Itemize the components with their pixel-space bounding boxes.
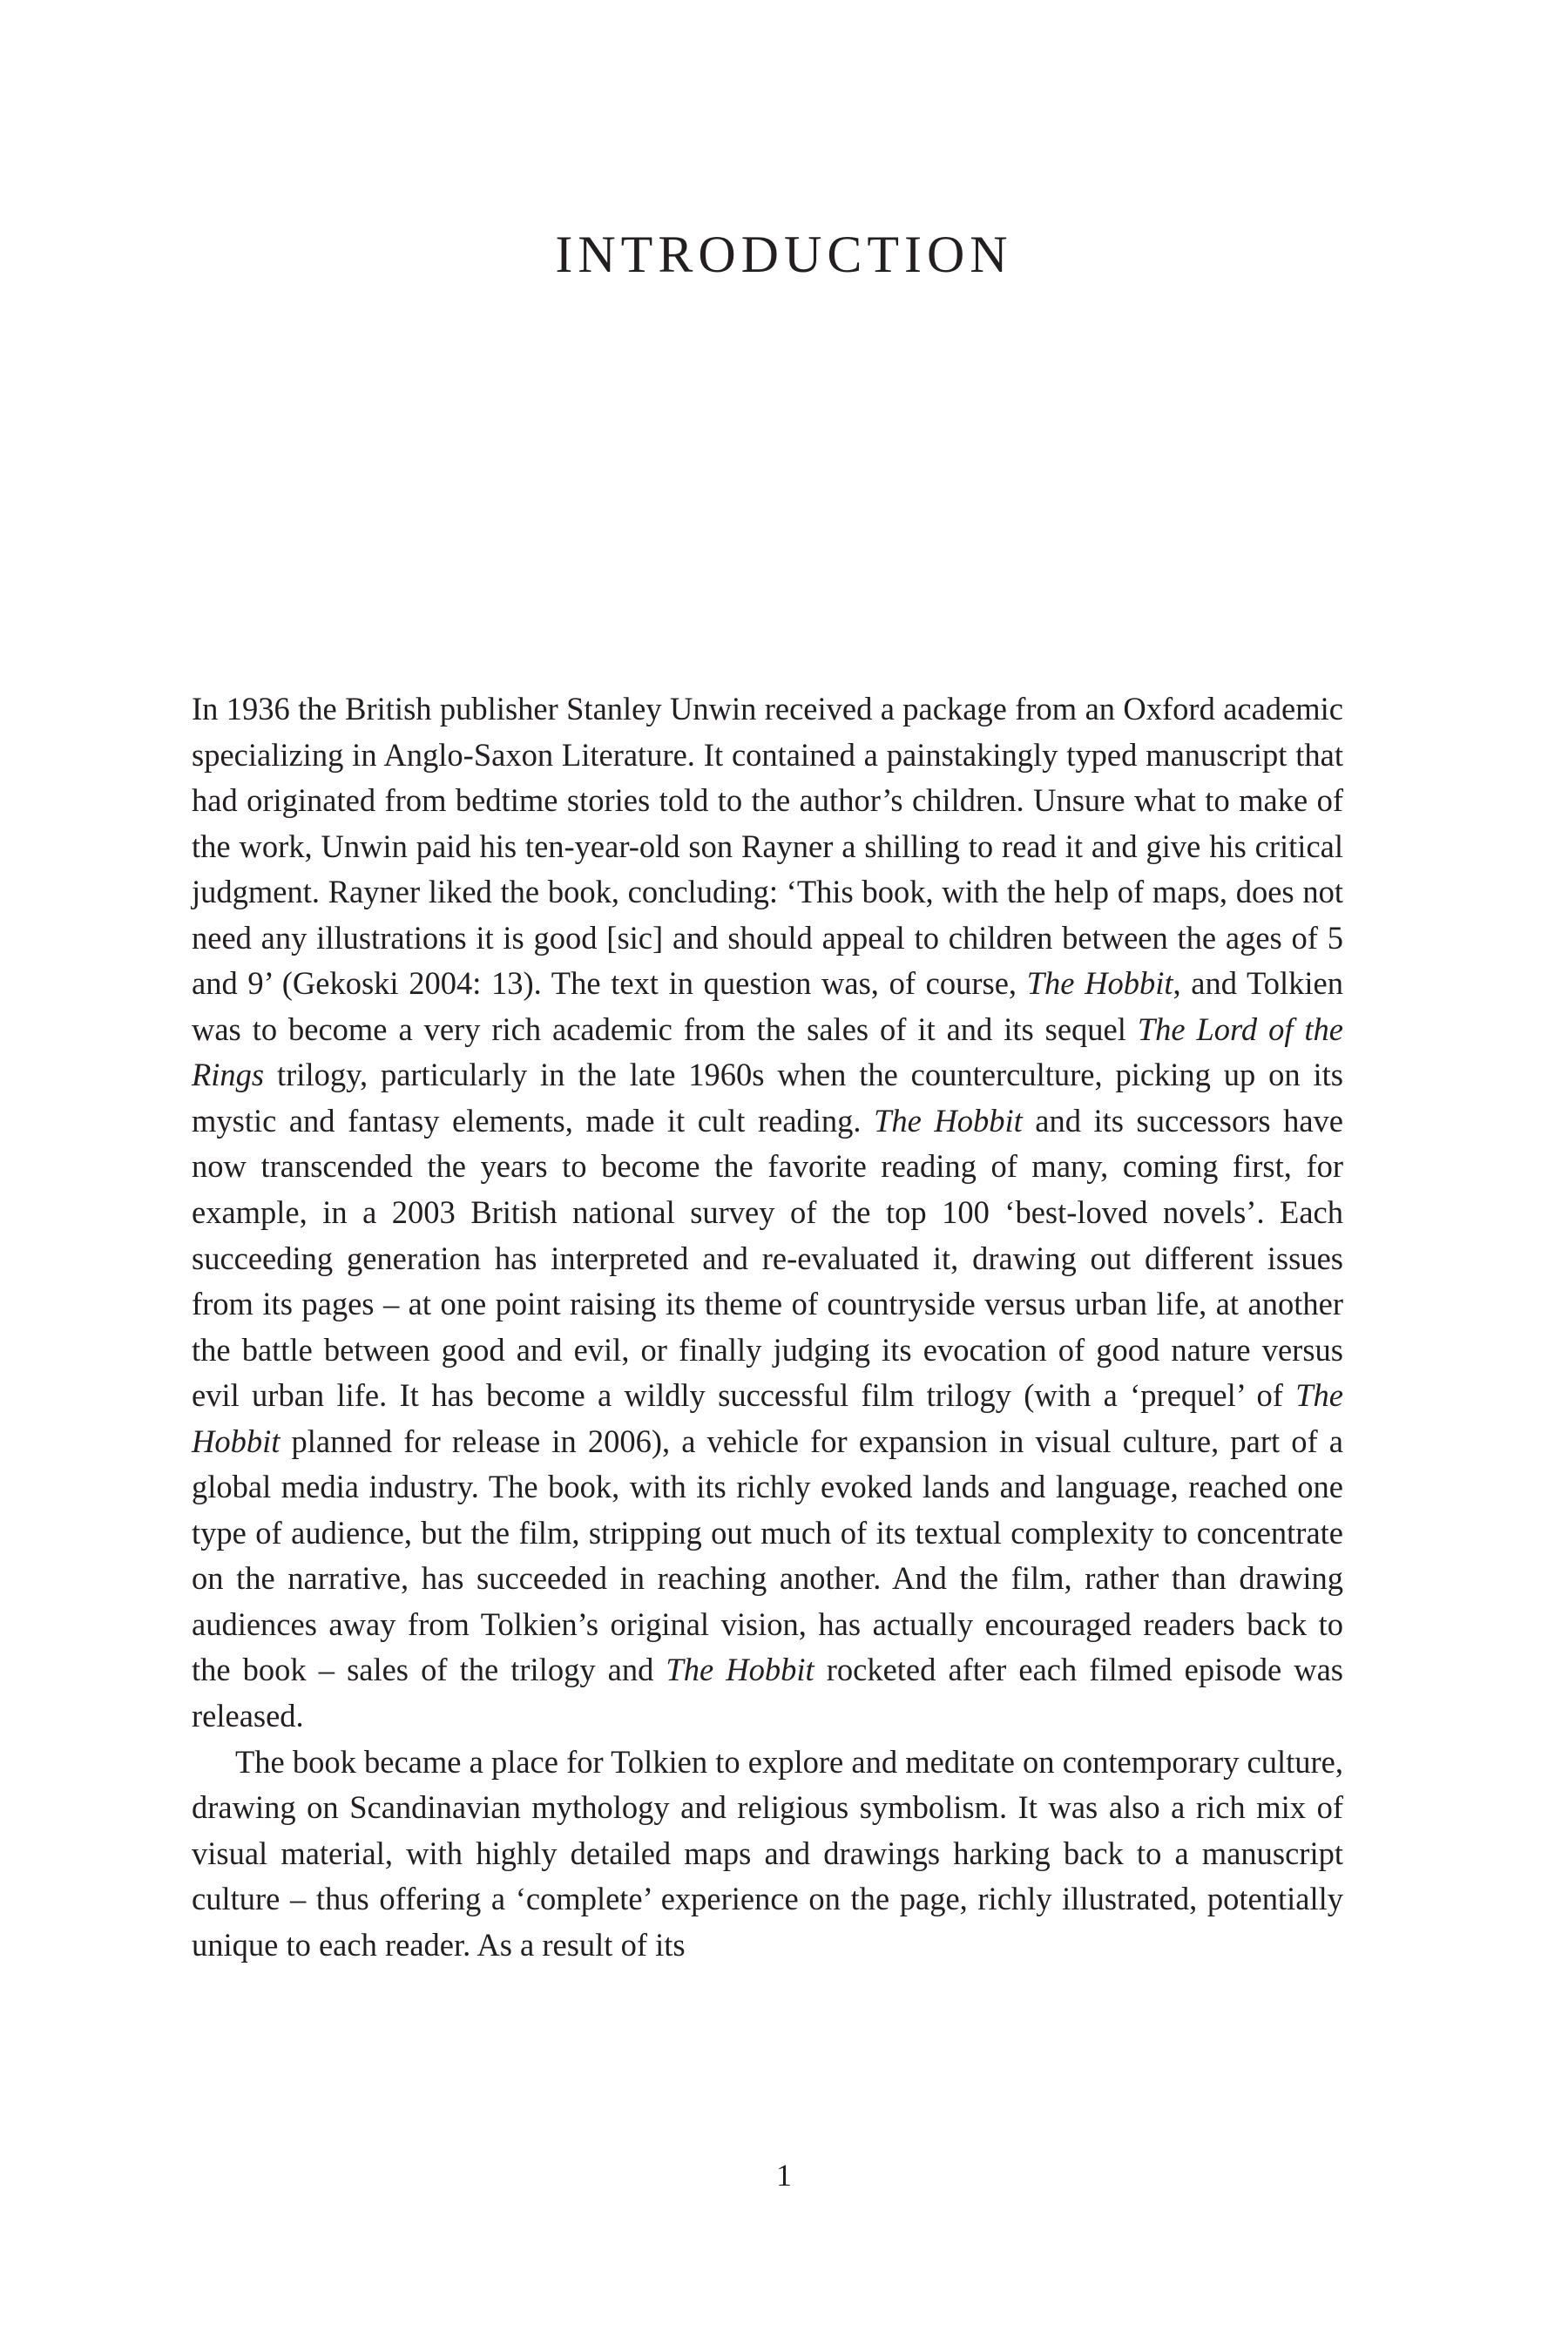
page-title: INTRODUCTION [555,226,1013,283]
italic-title: The Hobbit [192,1377,1343,1459]
italic-title: The Hobbit [1026,965,1173,1002]
paragraph-2: The book became a place for Tolkien to explore and meditate on contemporary culture, drawing on Scandinavian mythology and religious symbolism. It was also a rich mix of visual material, with highly detailed maps and drawings harking back to a manuscript culture – thus offering a ‘complete’ experience on the page, richly illustrated, potentially unique to each reader. As a result of its [192,1743,1343,1963]
italic-title: The Lord of the Rings [192,1010,1343,1093]
page-number: 1 [776,2158,792,2193]
body-text [192,686,1343,1968]
italic-title: The Hobbit [666,1652,814,1688]
paragraph-1: In 1936 the British publisher Stanley Unwin received a package from an Oxford academic specializing in Anglo-Saxon Literature. It contained a painstakingly typed manuscript that had originated from bedtime stories told to the author’s children. Unsure what to make of the work, Unwin paid his ten-year-old son Rayner a shilling to read it and give his critical judgment. Rayner liked the book, concluding: ‘This book, with the help of maps, does not need any illustrations it is good [sic] and should appeal to children between the ages of 5 and 9’ (Gekoski 2004: 13). The text in question was, of course, The Hobbit, and Tolkien was to become a very rich academic from the sales of it and its sequel The Lord of the Rings trilogy, particularly in the late 1960s when the counterculture, picking up on its mystic and fantasy elements, made it cult reading. The Hobbit and its successors have now transcended the years to become the favorite reading of many, coming first, for example, in a 2003 British national survey of the top 100 ‘best-loved novels’. Each succeeding generation has interpreted and re-evaluated it, drawing out different issues from its pages – at one point raising its theme of countryside versus urban life, at another the battle between good and evil, or finally judging its evocation of good nature versus evil urban life. It has become a wildly successful film trilogy (with a ‘prequel’ of The Hobbit planned for release in 2006), a vehicle for expansion in visual culture, part of a global media industry. The book, with its richly evoked lands and language, reached one type of audience, but the film, stripping out much of its textual complexity to concentrate on the narrative, has succeeded in reaching another. And the film, rather than drawing audiences away from Tolkien’s original vision, has actually encouraged readers back to the book – sales of the trilogy and The Hobbit rocketed after each filmed episode was released. [192,691,1343,1734]
italic-title: The Hobbit [874,1102,1023,1139]
